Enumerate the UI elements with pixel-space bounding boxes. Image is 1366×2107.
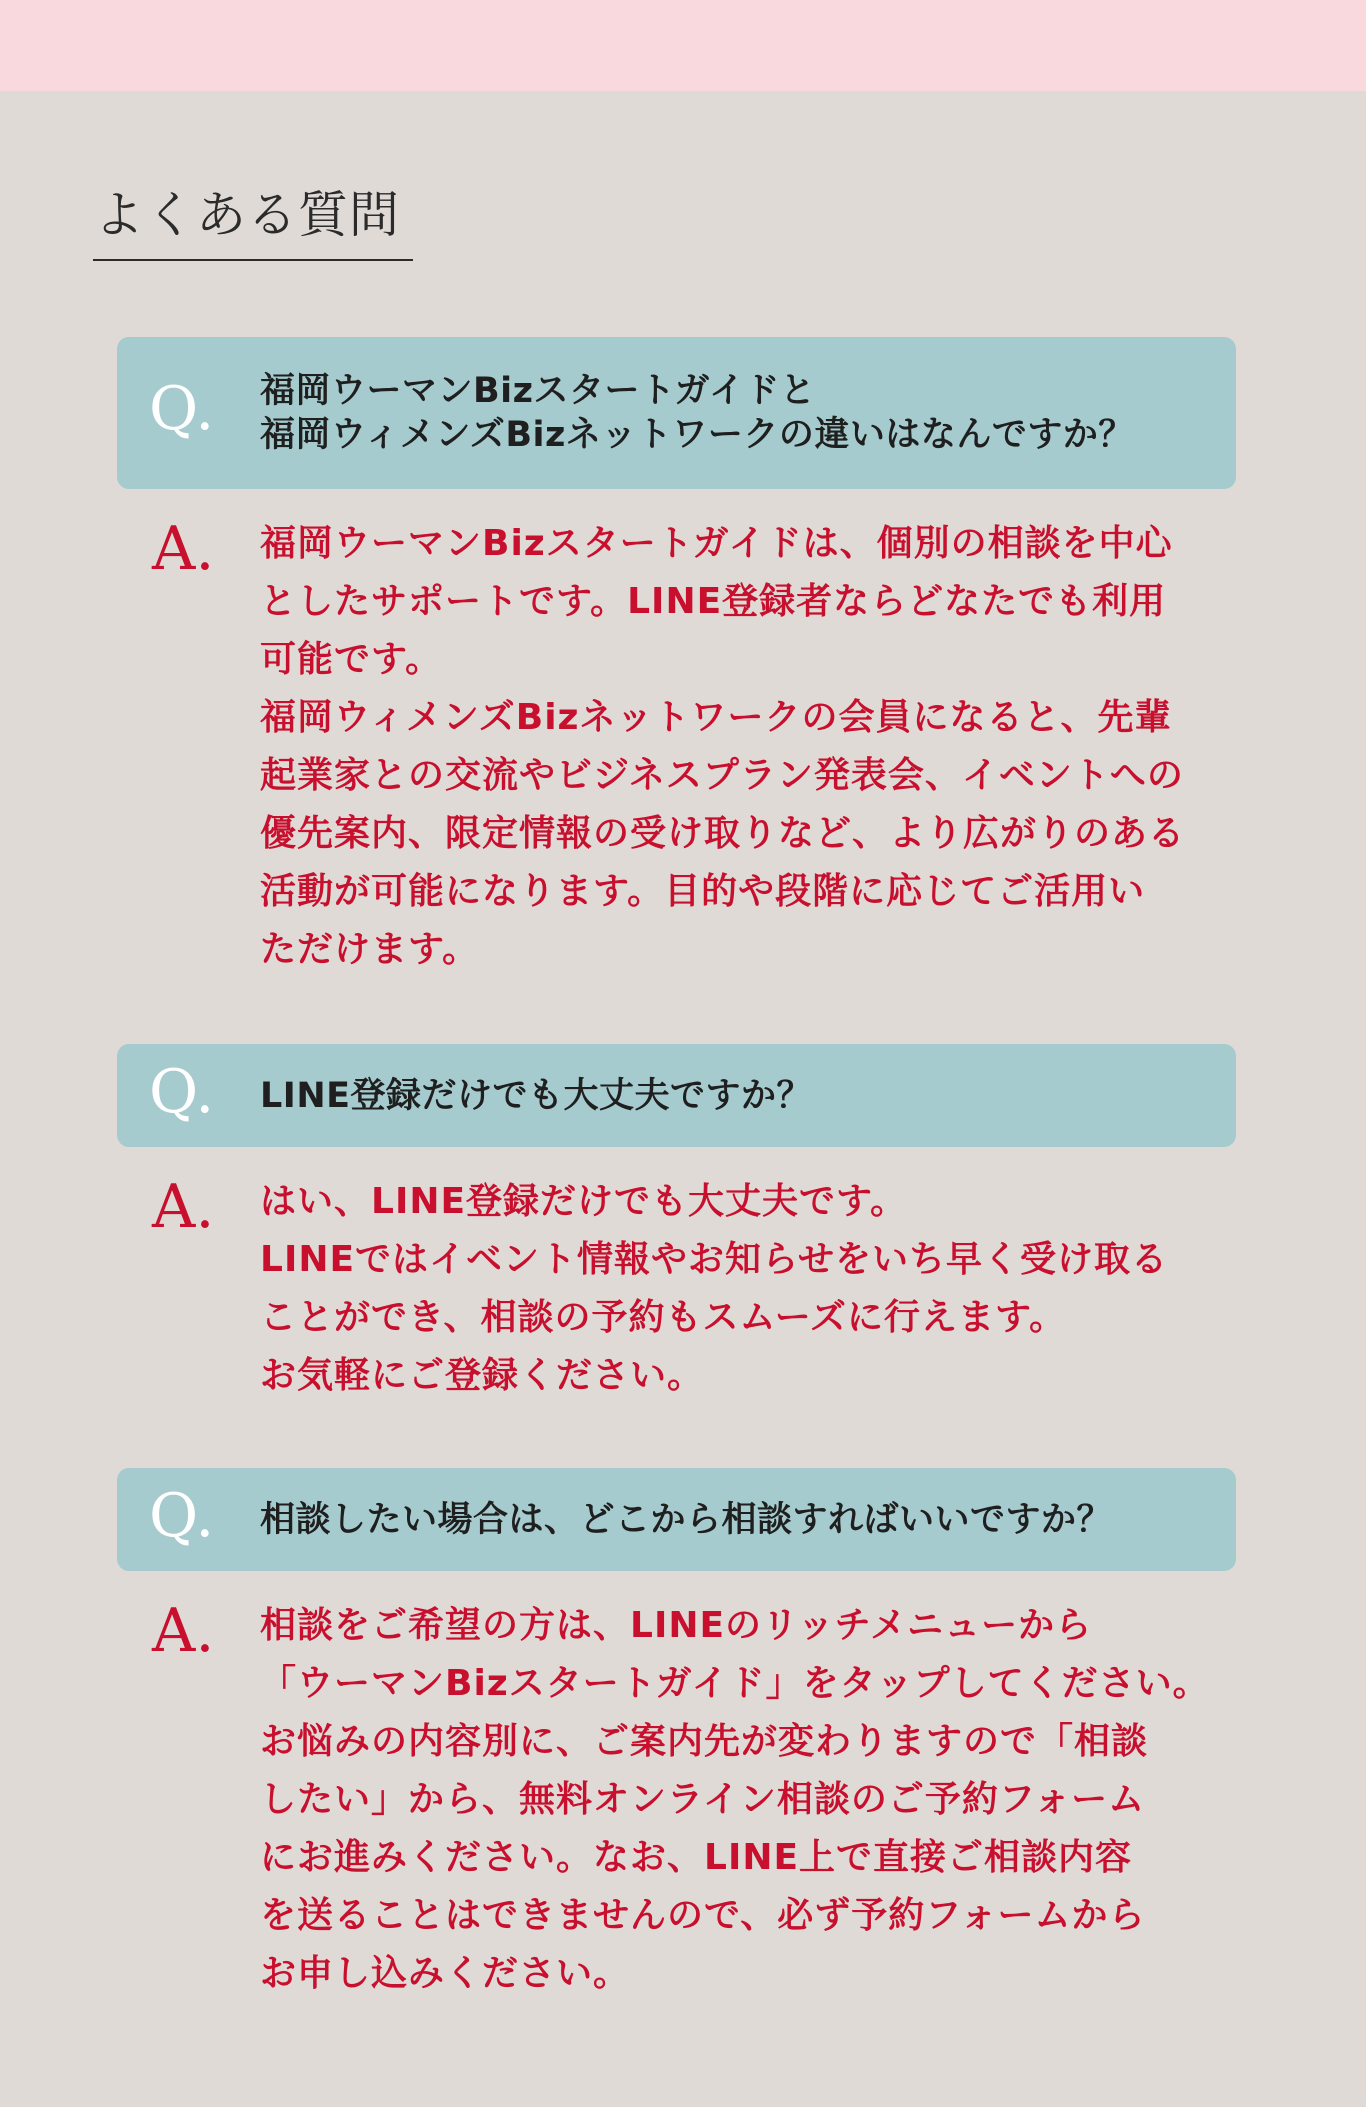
question-mark-icon: Q. [149,374,215,444]
question-box[interactable] [117,1044,1236,1147]
header-band [0,0,1366,91]
question-mark-icon: Q. [149,1056,215,1127]
faq-item-2 [117,1044,1236,1405]
question-mark-icon: Q. [149,1480,215,1551]
section-title: よくある質問 [94,186,400,244]
answer-text: 相談をご希望の方は、LINEのリッチメニューから 「ウーマンBizスタートガイド」をタップしてください。 お悩みの内容別に、ご案内先が変わりますので「相談 したい」から、無料オンライン相談のご予約フォーム にお進みください。なお、LINE上で直接ご相談内容 を送ることはできませんので、必ず予約フォームから お申し込みください。 [260,1605,1210,1994]
answer-block [117,1597,1236,2003]
answer-text: はい、LINE登録だけでも大丈夫です。 LINEではイベント情報やお知らせをいち早く受け取る ことができ、相談の予約もスムーズに行えます。 お気軽にご登録ください。 [260,1181,1168,1396]
question-text: 福岡ウーマンBizスタートガイドと 福岡ウィメンズBizネットワークの違いはなんですか？ [260,371,1134,455]
answer-mark-icon: A. [152,1172,215,1242]
faq-item-3 [117,1468,1236,2003]
answer-block [117,515,1236,979]
question-text: LINE登録だけでも大丈夫ですか？ [260,1075,813,1116]
title-underline [93,259,413,261]
question-text: 相談したい場合は、どこから相談すればいいですか？ [260,1499,1113,1540]
question-box[interactable] [117,1468,1236,1571]
answer-mark-icon: A. [152,1596,215,1666]
question-box[interactable] [117,337,1236,489]
faq-page [0,91,1366,2107]
answer-text: 福岡ウーマンBizスタートガイドは、個別の相談を中心 としたサポートです。LINE登録者ならどなたでも利用 可能です。 福岡ウィメンズBizネットワークの会員になると、先輩 起業家との交流やビジネスプラン発表会、イベントへの 優先案内、限定情報の受け取りなど、より広がりのある 活動が可能になります。目的や段階に応じてご活用い ただけます。 [260,523,1186,970]
faq-item-1 [117,337,1236,979]
answer-block [117,1173,1236,1405]
answer-mark-icon: A. [152,514,215,584]
